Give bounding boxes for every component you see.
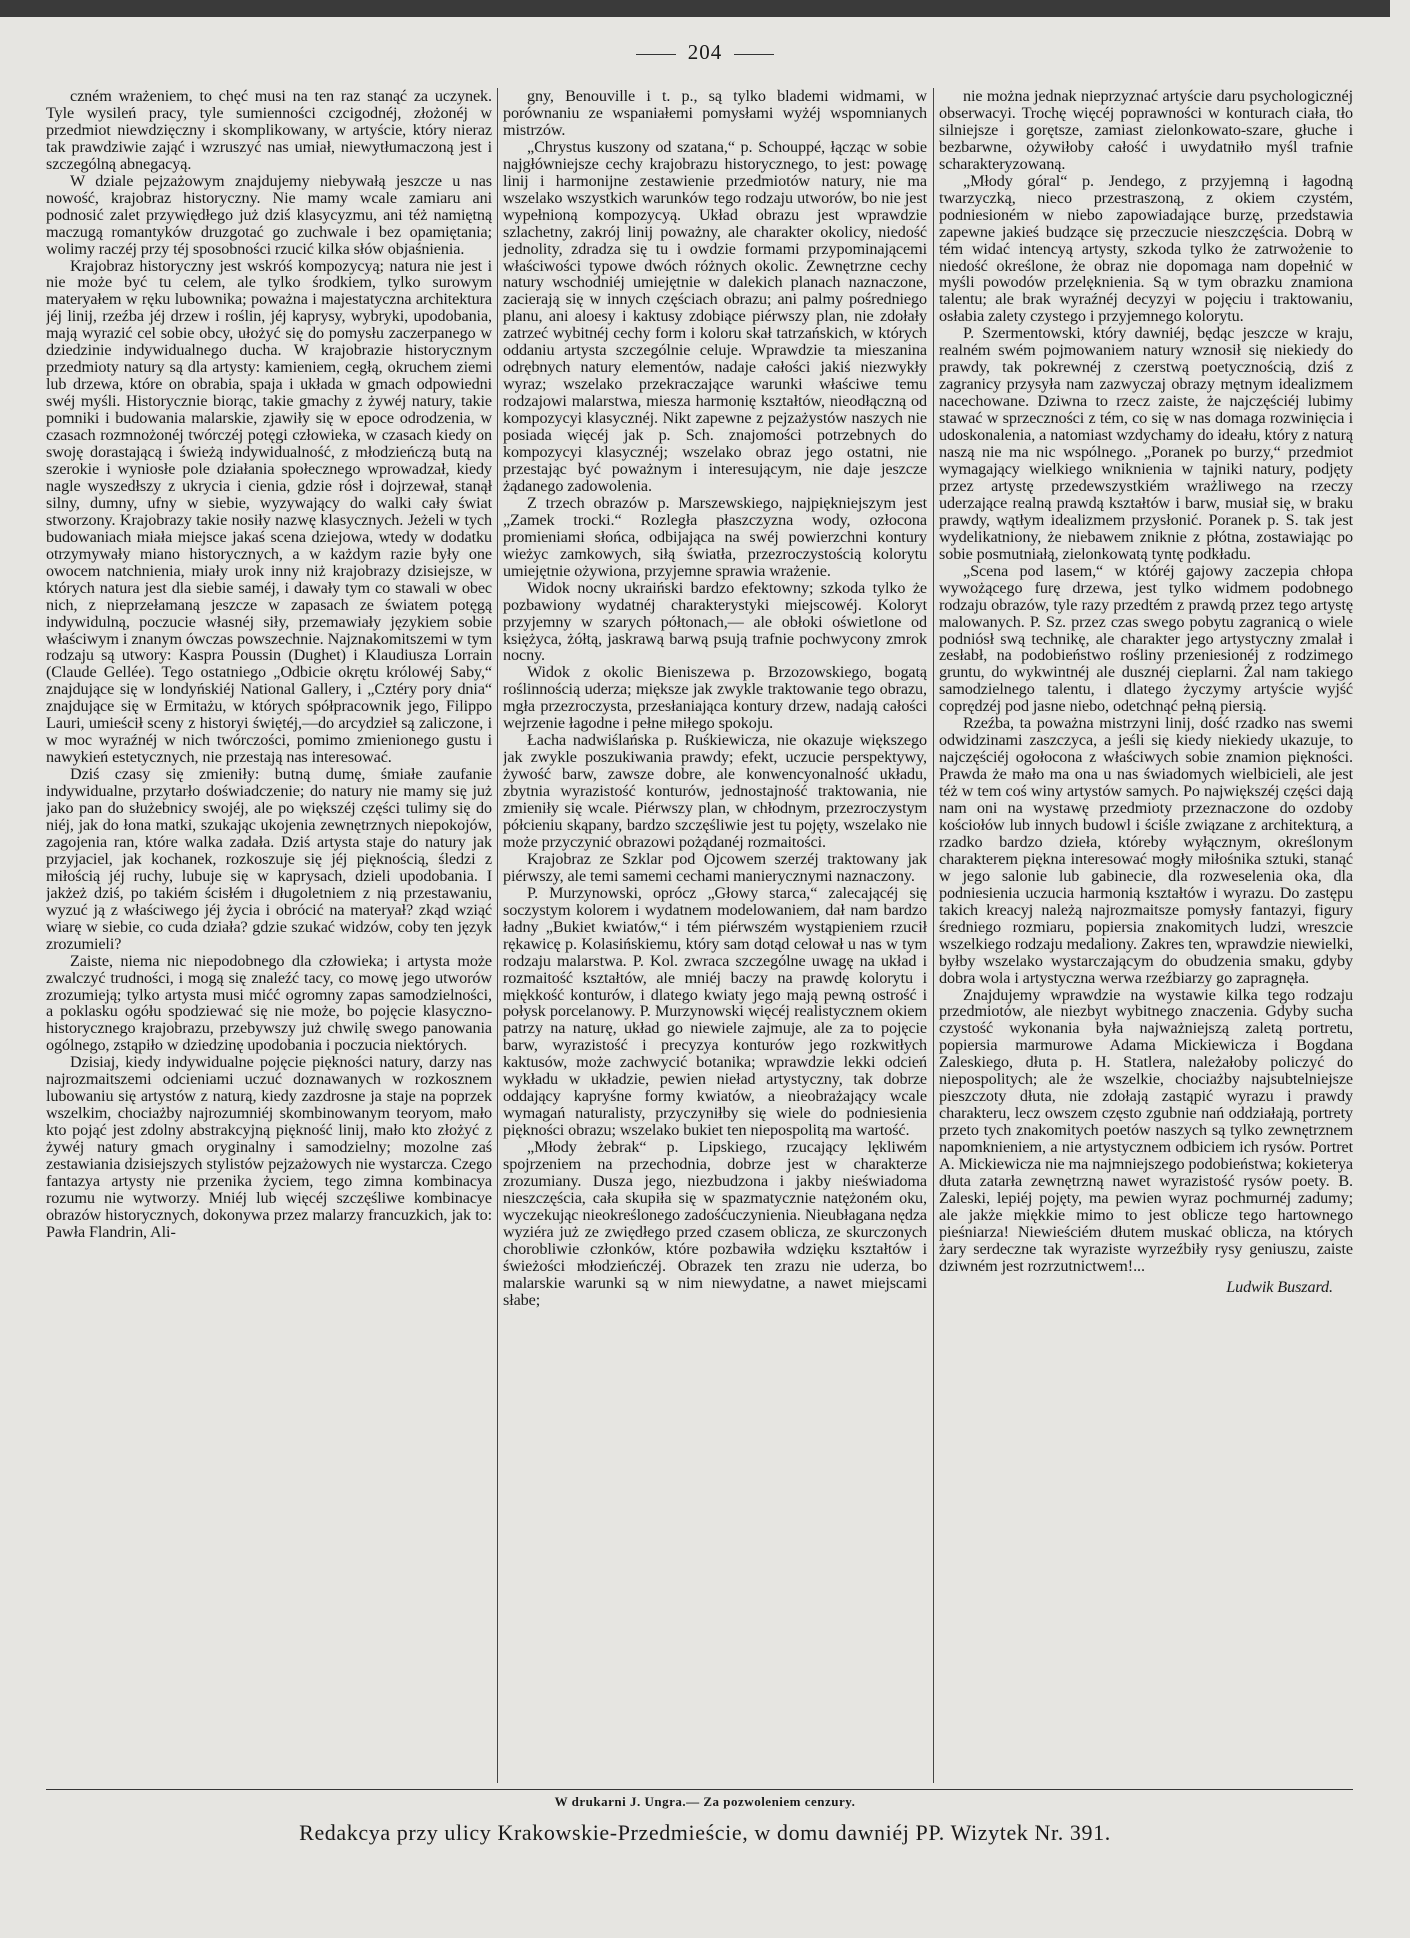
paragraph: czném wrażeniem, to chęć musi na ten raz stanąć za uczynek. Tyle wysileń pracy, tyle sumienności czcigodnéj, złożonéj w przedmiot niewdzięczny i skomplikowany, w artyście, który nieraz tak prawdziwie zająć i wzruszyć nas umiał, niewytłumaczoną jest i szczególną abnegacyą. <box>46 88 492 173</box>
paragraph: W dziale pejzażowym znajdujemy niebywałą jeszcze u nas nowość, krajobraz historyczny. Nie mamy wcale zamiaru ani podnosić zalet przywiędłego już dziś klasycyzmu, ani téż namiętną maczugą romantyków druzgotać go zuchwale i bez opamiętania; wolimy raczéj przy téj sposobności rzucić kilka słów objaśnienia. <box>46 171 492 258</box>
paragraph: gny, Benouville i t. p., są tylko blademi widmami, w porównaniu ze wspaniałemi pomysłami wyżéj wspomnianych mistrzów. <box>503 88 927 139</box>
text-column-2 <box>503 88 927 1783</box>
paragraph: Łacha nadwiślańska p. Ruśkiewicza, nie okazuje większego jak zwykle poszukiwania prawdy; efekt, uczucie perspektywy, żywość barw, zawsze dobre, ale konwencyonalność układu, zbytnia wyrazistość konturów, jednostajność traktowania, nie zmieniły się wcale. Piérwszy plan, w chłodnym, przezroczystym półcieniu skąpany, bardzo szczęśliwie jest tu pojęty, wszelako nie może przyczynić obrazowi pożądanéj rozmaitości. <box>503 731 927 851</box>
page-number-header <box>0 40 1410 65</box>
paragraph: Widok nocny ukraiński bardzo efektowny; szkoda tylko że pozbawiony wydatnéj charakterystyki miejscowéj. Koloryt przyjemny w szarych półtonach,— ale obłoki oświetlone od księżyca, żółtą, jaskrawą barwą psują trafnie pochwycony zmrok nocny. <box>503 578 927 665</box>
paragraph: P. Szermentowski, który dawniéj, będąc jeszcze w kraju, realném swém pojmowaniem natury wznosił się niekiedy do prawdy, tak pokrewnéj z czerstwą poetycznością, dziś z zagranicy przysyła nam zazwyczaj obrazy mętnym idealizmem nacechowane. Dziwna to rzecz zaiste, że najczęściéj lubimy stawać w sprzeczności z tém, co się w nas domaga rozwinięcia i udoskonalenia, a natomiast wzdychamy do ideału, który z naturą naszą nie ma nic wspólnego. „Poranek po burzy,“ przedmiot wymagający wielkiego wniknienia w tajniki natury, podjęty przez artystę przedewszystkiém wrażliwego na rzeczy uderzające realną prawdą kształtów i barw, musiał się, w braku prawdy, wątłym idealizmem przysłonić. Poranek p. S. tak jest wydelikatniony, że niebawem zniknie z płótna, zostawiając po sobie posmutniałą, zielonkowatą tyntę podkładu. <box>939 324 1353 563</box>
paragraph: Znajdujemy wprawdzie na wystawie kilka tego rodzaju przedmiotów, ale niezbyt wybitnego znaczenia. Gdyby sucha czystość wykonania była najważniejszą zaletą portretu, popiersia marmurowe Adama Mickiewicza i Bogdana Zaleskiego, dłuta p. H. Statlera, należałoby policzyć do niepospolitych; ale że wszelkie, chociażby najsubtelniejsze pieszczoty dłuta, nie zdołają zastąpić wyrazu i prawdy charakteru, lecz owszem często zgubnie nań oddziałają, portrety przeto tych znakomitych poetów naszych są tylko zewnętrznem napomknieniem, a nie artystycznem odbiciem ich rysów. Portret A. Mickiewicza nie ma najmniejszego podobieństwa; kokieterya dłuta zatarła zewnętrzną nawet wyrazistość rysów poety. B. Zaleski, lepiéj pojęty, ma pewien wyraz pochmurnéj zadumy; ale jakże miękkie mimo to jest oblicze tego hartownego pieśniarza! Niewieściém dłutem muskać oblicza, na których żary serdeczne tak wyraziste wyrzeźbiły rysy geniuszu, zaiste dziwném jest rozrzutnictwem!... <box>939 985 1353 1275</box>
paragraph: P. Murzynowski, oprócz „Głowy starca,“ zalecającéj się soczystym kolorem i wydatnem modelowaniem, dał nam bardzo ładny „Bukiet kwiatów,“ i tém piérwszém wystąpieniem rzucił rękawicę p. Kolasińskiemu, który sam dotąd celował u nas w tym rodzaju malarstwa. P. Kol. zwraca szczególne uwagę na układ i rozmaitość kształtów, ale mniéj baczy na prawdę kolorytu i miękkość konturów, i dlatego kwiaty jego mają pewną ostrość i połysk porcelanowy. P. Murzynowski więcéj realistycznem okiem patrzy na naturę, układ go niewiele zajmuje, ale za to pojęcie barw, wyrazistość i precyzya konturów jego rozkwitłych kaktusów, może zachwycić botanika; wprawdzie lekki odcień wykładu w układzie, pewien nieład artystyczny, tak dobrze oddający kapryśne formy kwiatów, a nieobrażający wcale wymagań naturalisty, przyczyniłby się wiele do podniesienia piękności obrazu; wszelako bukiet ten niepospolitą ma wartość. <box>503 883 927 1140</box>
divider <box>734 54 774 55</box>
text-column-1 <box>46 88 492 1783</box>
paragraph: Krajobraz ze Szklar pod Ojcowem szerzéj traktowany jak piérwszy, ale temi samemi cechami manierycznymi naznaczony. <box>503 849 927 885</box>
paragraph: Z trzech obrazów p. Marszewskiego, najpiękniejszym jest „Zamek trocki.“ Rozległa płaszczyzna wody, ozłocona promieniami słońca, odbijająca na swéj powierzchni kontury wieżyc zamkowych, siłą światła, przezroczystością kolorytu umiejętnie ożywiona, przyjemne sprawia wrażenie. <box>503 493 927 580</box>
text-column-3 <box>939 88 1353 1783</box>
column-rule <box>497 88 498 1783</box>
footer-rule <box>46 1789 1353 1790</box>
paragraph: Dzisiaj, kiedy indywidualne pojęcie piękności natury, darzy nas najrozmaitszemi odcieniami uczuć doznawanych w rozkosznem lubowaniu się artystów z naturą, kiedy zazdrosne ja staje na poprzek wszelkim, chociażby najrozumniéj skombinowanym teoryom, mało kto pojąć jest zdolny abstrakcyjną piękność linij, mało kto złożyć z żywéj natury gmach oryginalny i samodzielny; mozolne zaś zestawiania dzisiejszych stylistów pejzażowych nie wystarcza. Czego fantazya artysty nie przenika życiem, tego zimna kombinacya rozumu nie wytworzy. Mniéj lub więcéj szczęśliwe kombinacye obrazów historycznych, dokonywa przez malarzy francuzkich, jak to: Pawła Flandrin, Ali- <box>46 1053 492 1241</box>
column-rule <box>933 88 934 1783</box>
divider <box>636 54 676 55</box>
author-signature: Ludwik Buszard. <box>1226 1277 1333 1296</box>
paragraph: Zaiste, niema nic niepodobnego dla człowieka; i artysta może zwalczyć trudności, i mogą się znaleźć tacy, co mowę jego utworów zrozumieją; tylko artysta musi mićć ogromny zapas samodzielności, a poklasku ogółu spodziewać się nie może, bo pojęcie klasyczno-historycznego krajobrazu, przebywszy już chwilę swego panowania ogólnego, zstąpiło w dziedzinę upodobania i poczucia niektórych. <box>46 951 492 1055</box>
paragraph: nie można jednak nieprzyznać artyście daru psychologicznéj obserwacyi. Trochę więcéj poprawności w konturach ciała, tło silniejsze i gorętsze, zamiast zielonkowato-szare, głuche i bezbarwne, ożywiłoby całość i uwydatniło myśl trafnie scharakteryzowaną. <box>939 88 1353 173</box>
paragraph: „Młody żebrak“ p. Lipskiego, rzucający lękliwém spojrzeniem na przechodnia, dobrze jest w charakterze zrozumiany. Dusza jego, niezbudzona i jakby nieświadoma nieszczęścia, cała skupiła się w spazmatycznie natężoném oku, wyczekując nieokreślonego zadośćuczynienia. Nieubłagana nędza wyziéra już ze zwiędłego przed czasem oblicza, ze skurczonych chorobliwie członków, które pozbawiła wdzięku kształtów i świeżości młodzieńczéj. Obrazek ten zrazu nie uderza, bo malarskie warunki są w nim niewydatne, a nawet miejscami słabe; <box>503 1138 927 1309</box>
paragraph: „Chrystus kuszony od szatana,“ p. Schouppé, łącząc w sobie najgłówniejsze cechy krajobrazu historycznego, to jest: powagę linij i harmonijne zestawienie przedmiotów natury, nie ma wszelako wszystkich warunków tego rodzaju utworów, bo nie jest wypełnioną kompozycyą. Układ obrazu jest wprawdzie szlachetny, zakrój linij poważny, ale charakter okolicy, niedość jednolity, zdradza się tu i owdzie formami przypominającemi właściwości typowe dwóch różnych okolic. Zewnętrzne cechy natury wschodniéj umiejętnie w dalekich planach naznaczone, zacierają się w innych częściach obrazu; ani palmy pośredniego planu, ani aloesy i kaktusy zdobiące piérwszy plan, nie zdołały zatrzeć wybitnéj cechy form i koloru skał tatrzańskich, w których oddaniu artysta szczególnie celuje. Wprawdzie ta mieszanina odrębnych natury elementów, nadaje całości jakiś niezwykły wyraz; wszelako przekraczające warunki właściwe temu rodzajowi malarstwa, miesza harmonię kształtów, nieodłączną od kompozycyi klasycznéj. Nikt zapewne z pejzażystów naszych nie posiada więcéj jak p. Sch. znajomości potrzebnych do kompozycyi klasycznéj; wszelako obraz jego ostatni, nie przestając być poważnym i interesującym, nie daje jeszcze żądanego zadowolenia. <box>503 137 927 495</box>
paragraph: „Młody góral“ p. Jendego, z przyjemną i łagodną twarzyczką, nieco przestraszoną, z okiem czystém, podniesioném w niebo zapowiadające burzę, przedstawia zapewne jakieś budzące się przeczucie nieszczęścia. Dobrą w tém widać intencyą artysty, szkoda tylko że zatrwożenie to niedość określone, że obraz nie dopomaga nam dopełnić w myśli powodów przelęknienia. Są w tym obrazku znamiona talentu; ale brak wyraźnéj decyzyi w pojęciu i traktowaniu, osłabia zalety czystego i przyjemnego kolorytu. <box>939 171 1353 326</box>
editorial-office-address: Redakcya przy ulicy Krakowskie-Przedmieście, w domu dawniéj PP. Wizytek Nr. 391. <box>299 1820 1111 1845</box>
paragraph: Dziś czasy się zmieniły: butną dumę, śmiałe zaufanie indywidualne, przytarło doświadczenie; do natury nie mamy się już jako pan do służebnicy swojéj, ale po większéj części tulimy się do niéj, jak do łona matki, szukając ukojenia zewnętrznych niepokojów, zagojenia ran, które walka zadała. Dziś artysta staje do natury jak przyjaciel, jak kochanek, rozkoszuje się jéj pięknością, śledzi z miłością jéj ruchy, lubuje się w kaprysach, dzieli upodobania. I jakżeż dziś, po takiém ścisłém i długoletniem z nią przestawaniu, wyzuć ją z właściwego jéj życia i obrócić na materyał? zkąd wziąć wiarę w siebie, co cuda działa? gdzie szukać widzów, coby ten język zrozumieli? <box>46 765 492 953</box>
scan-edge <box>0 0 1390 17</box>
paragraph: Krajobraz historyczny jest wskróś kompozycyą; natura nie jest i nie może być tu celem, ale tylko środkiem, tylko surowym materyałem w ręku lubownika; poważna i majestatyczna architektura jéj linij, rzeźba jéj drzew i roślin, jéj kaprysy, wybryki, upodobania, mają wyrazić cel sobie obcy, ułożyć się do pomysłu zaczerpanego w dziedzinie indywidualnego ducha. W krajobrazie historycznym przedmioty natury są dla artysty: kamieniem, cegłą, okruchem ziemi lub drzewa, które on obrabia, spaja i układa w gmach odpowiedni swéj myśli. Historycznie biorąc, takie gmachy z żywéj natury, takie pomniki i budowania malarskie, zjawiły się w epoce odrodzenia, w czasach rozmnożonéj twórczéj potęgi człowieka, w czasach kiedy on swoję dorastającą i świeżą indywidualność, z młodzieńczą butą na szerokie i wyniosłe pole działania społecznego wprowadzał, kiedy nagle wyszedłszy z ukrycia i cienia, gdzie rósł i dojrzewał, stanął silny, dumny, ufny w siebie, wyzywający do walki cały świat stworzony. Krajobrazy takie nosiły nazwę klasycznych. Jeżeli w tych budowaniach miała miejsce jakaś scena dziejowa, wtedy w dodatku otrzymywały miano historycznych, a w każdym razie były one owocem natchnienia, miały urok inny niż krajobrazy dzisiejsze, w których natura jest dla siebie saméj, i dawały tym co stawali w obec nich, z nieprzełamaną jeszcze w zapasach ze światem potęgą indywidulną, poczucie własnéj siły, przemawiały językiem sobie właściwym i znanym ówczas powszechnie. Najznakomitszemi w tym rodzaju są utwory: Kaspra Poussin (Dughet) i Klaudiusza Lorrain (Claude Gellée). Tego ostatniego „Odbicie okrętu królowéj Saby,“ znajdujące się w londyńskiéj National Gallery, i „Cztéry pory dnia“ znajdujące się w Ermitażu, w których spółpracownik jego, Filippo Lauri, umieścił sceny z historyi świętéj,—do arcydzieł są zaliczone, i w moc wyraźnéj w nich twórczości, pomimo zmienionego gustu i nawykień estetycznych, nie przestają nas interesować. <box>46 256 492 767</box>
page-number: 204 <box>687 40 723 64</box>
paragraph: Rzeźba, ta poważna mistrzyni linij, dość rzadko nas swemi odwidzinami zaszczyca, a jeśli się kiedy niekiedy ukazuje, to najczęściéj ogołocona z właściwych sobie znamion piękności. Prawda że mało ma ona u nas świadomych wielbicieli, ale jest téż w tem coś winy artystów samych. Po największéj części dają nam oni na wystawę przedmioty przeznaczone do ozdoby kościołów lub innych budowl i ściśle związane z architekturą, a rzadko bardzo dzieła, któreby wyłącznym, określonym charakterem piękna interesować mogły miłośnika sztuki, stanąć w jego salonie lub gabinecie, dla rozweselenia oka, dla podniesienia uczucia harmonią kształtów i wyrazu. Do zastępu takich kreacyj należą najrozmaitsze pomysły fantazyi, figury średniego rozmiaru, popiersia znakomitych ludzi, wreszcie wszelkiego rodzaju medaliony. Zakres ten, wprawdzie niewielki, byłby wszelako wystarczającym do obudzenia smaku, gdyby dobra wola i artystyczna werwa rzeźbiarzy go zapragnęła. <box>939 714 1353 987</box>
printer-note: W drukarni J. Ungra.— Za pozwoleniem cenzury. <box>554 1794 856 1809</box>
paragraph: „Scena pod lasem,“ w któréj gajowy zaczepia chłopa wywożącego furę drzewa, jest tylko widmem podobnego rodzaju obrazów, tyle razy przedtém z prawdą przez tego artystę malowanych. P. Sz. przez czas swego pobytu zagranicą o wiele podniósł swą technikę, ale charakter jego artystyczny zmalał i zesłabł, na podobieństwo rośliny przeniesionéj z rodzimego gruntu, do wykwintnéj ale dusznéj cieplarni. Żal nam takiego samodzielnego talentu, i dlatego życzymy artyście wyjść coprędzéj pod jasne niebo, odetchnąć pełną piersią. <box>939 561 1353 716</box>
paragraph: Widok z okolic Bieniszewa p. Brzozowskiego, bogatą roślinnością uderza; miększe jak zwykle traktowanie tego obrazu, mgła przezroczysta, przesłaniająca kontury drzew, nadają całości wejrzenie łagodne i pełne miłego spokoju. <box>503 663 927 733</box>
